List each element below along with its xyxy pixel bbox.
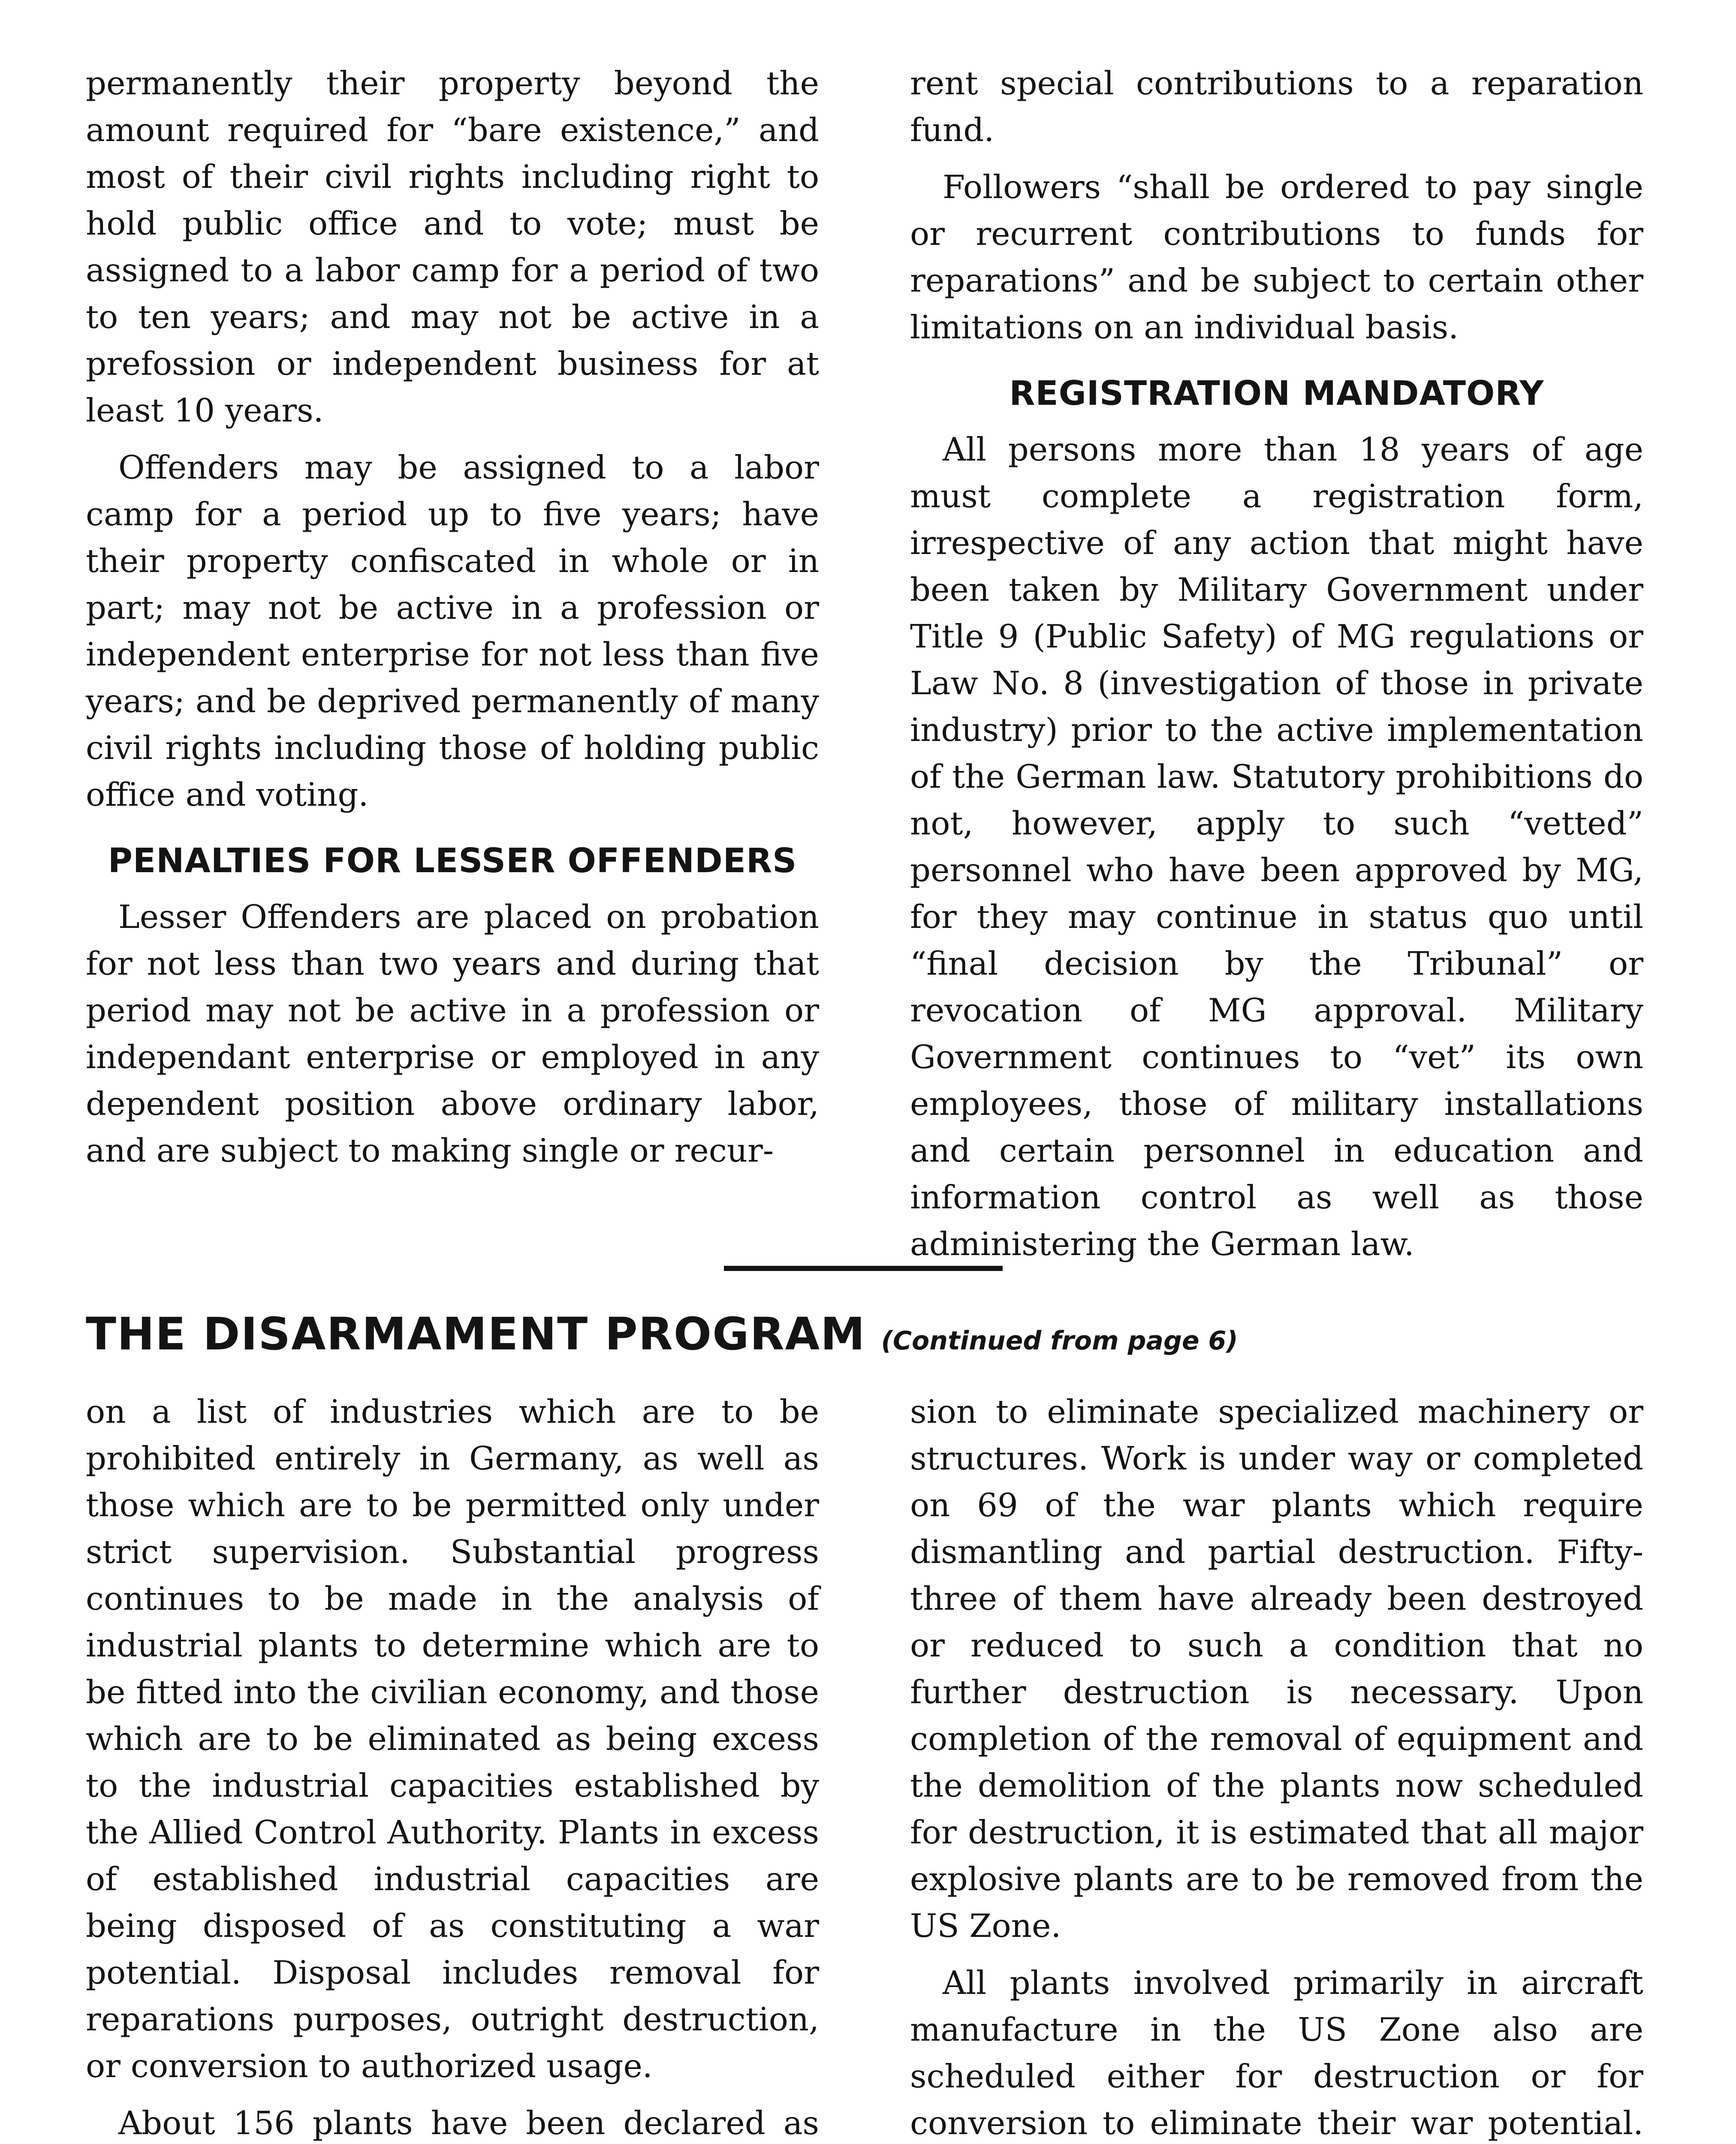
top-left-column — [86, 60, 819, 1174]
article-title: THE DISARMAMENT PROGRAM — [86, 1308, 866, 1360]
bottom-left-column — [86, 1388, 819, 2144]
paragraph: About 156 plants have been declared as — [118, 2104, 819, 2142]
section-heading-registration: REGISTRATION MANDATORY — [1009, 374, 1544, 413]
paragraph: sion to eliminate specialized machinery or structures. Work is under way or completed on 69 of the war plants which require dismantling and partial destruction. Fifty-three of them have already been destroyed or reduced to such a condition that no further destruction is necessary. Upon completion of the removal of equipment and the demolition of the plants now scheduled for destruction, it is estimated that all major explosive plants are to be removed from the US Zone. — [910, 1393, 1643, 1945]
paragraph: rent special contributions to a reparation fund. — [910, 64, 1643, 149]
paragraph: Offenders may be assigned to a labor camp for a period up to five years; have their property confiscated in whole or in part; may not be active in a profession or independent enterprise for not less than five years; and be deprived permanently of many civil rights including those of holding public office and voting. — [86, 449, 819, 813]
paragraph: All persons more than 18 years of age must complete a registration form, irrespective of any action that might have been taken by Military Government under Title 9 (Public Safety) of MG regulations or Law No. 8 (investigation of those in private industry) prior to the active implementation of the German law. Statutory prohibitions do not, however, apply to such “vetted” personnel who have been approved by MG, for they may continue in status quo until “final decision by the Tribunal” or revocation of MG approval. Military Government continues to “vet” its own employees, those of military installations and certain personnel in education and information control as well as those administering the German law. — [910, 431, 1643, 1263]
top-right-column — [910, 60, 1643, 1268]
paragraph: Followers “shall be ordered to pay single or recurrent contributions to funds for reparations” and be subject to certain other limitations on an individual basis. — [910, 168, 1643, 346]
article-heading — [86, 1308, 1238, 1360]
paragraph: on a list of industries which are to be prohibited entirely in Germany, as well as those which are to be permitted only under strict supervision. Substantial progress continues to be made in the analysis of industrial plants to determine which are to be fitted into the civilian economy, and those which are to be eliminated as being excess to the industrial capacities established by the Allied Control Authority. Plants in excess of established industrial capacities are being disposed of as constituting a war potential. Disposal includes removal for reparations purposes, outright destruction, or conversion to authorized usage. — [86, 1393, 819, 2085]
bottom-right-column — [910, 1388, 1643, 2144]
paragraph: Lesser Offenders are placed on probation for not less than two years and during that period may not be active in a profession or independant enterprise or employed in any dependent position above ordinary labor, and are subject to making single or recur- — [86, 898, 819, 1169]
section-heading-lesser-offenders: PENALTIES FOR LESSER OFFENDERS — [108, 842, 797, 880]
paragraph: All plants involved primarily in aircraft manufacture in the US Zone also are scheduled either for destruction or for conversion to eliminate their war potential. — [910, 1964, 1643, 2142]
paragraph: permanently their property beyond the amount required for “bare existence,” and most of their civil rights including right to hold public office and to vote; must be assigned to a labor camp for a period of two to ten years; and may not be active in a prefossion or independent business for at least 10 years. — [86, 64, 819, 429]
continued-note: (Continued from page 6) — [881, 1326, 1238, 1356]
section-divider — [724, 1266, 1003, 1271]
